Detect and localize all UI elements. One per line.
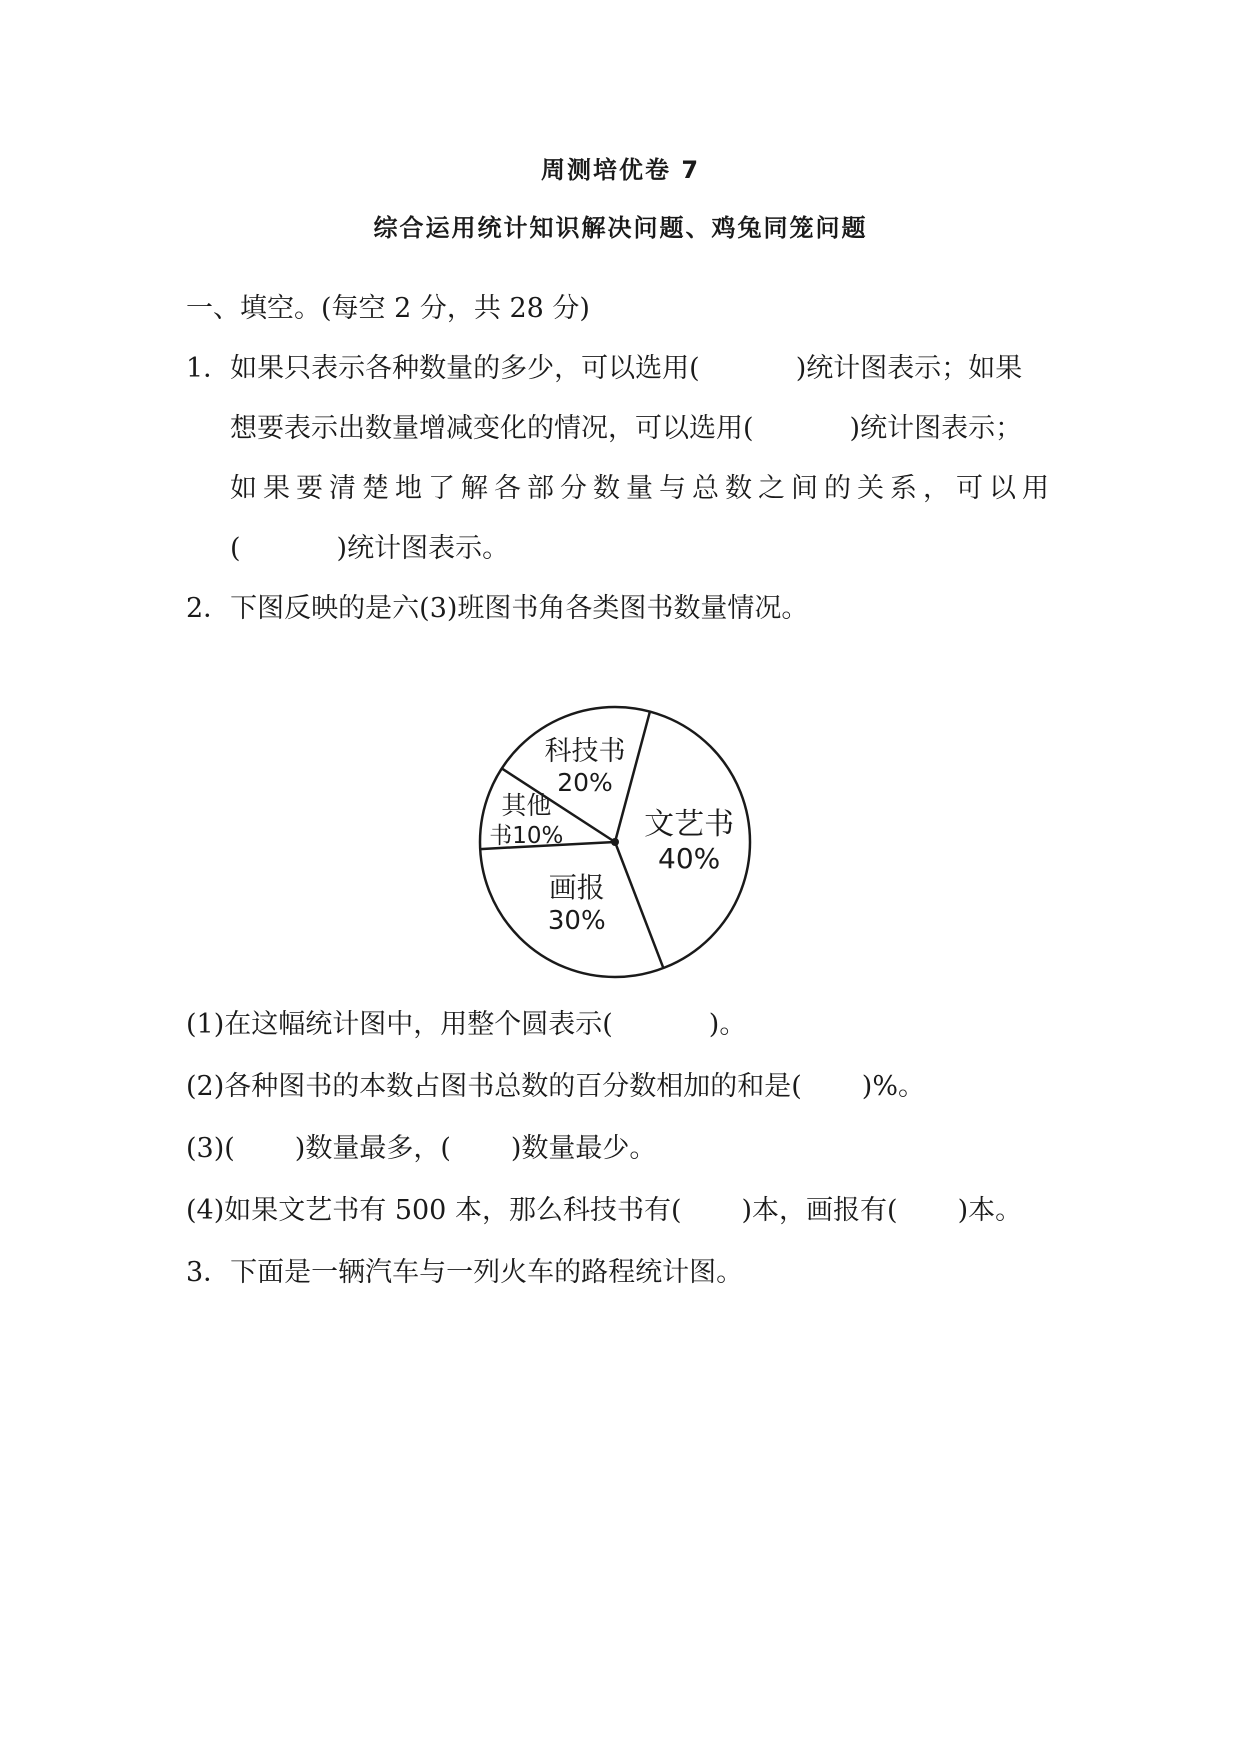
slice-qita-percent-label: 书10% bbox=[489, 823, 564, 850]
q2-sub-3-text-a: (3)( bbox=[186, 1133, 235, 1164]
q2-sub-2-text-a: (2)各种图书的本数占图书总数的百分数相加的和是( bbox=[186, 1071, 802, 1102]
q2-sub-2 bbox=[186, 1070, 925, 1104]
slice-wenyi-percent-label: 40% bbox=[658, 842, 721, 876]
q2-sub-4-text-a: (4)如果文艺书有 500 本，那么科技书有( bbox=[186, 1195, 682, 1226]
q1-line-2 bbox=[230, 412, 1022, 446]
slice-huabao-percent-label: 30% bbox=[547, 905, 606, 936]
pie-center-dot bbox=[611, 838, 619, 846]
q2-intro: 2．下图反映的是六(3)班图书角各类图书数量情况。 bbox=[186, 593, 809, 624]
slice-keji-percent-label: 20% bbox=[557, 767, 613, 797]
q1-line-4-text-a: ( bbox=[230, 533, 241, 564]
section-heading: 一、填空。(每空 2 分，共 28 分) bbox=[186, 293, 590, 324]
q2-sub-1-text-b: )。 bbox=[708, 1009, 747, 1040]
q2-sub-3 bbox=[186, 1132, 656, 1166]
q3-intro: 3．下面是一辆汽车与一列火车的路程统计图。 bbox=[186, 1257, 744, 1288]
q2-sub-1 bbox=[186, 1008, 746, 1042]
q1-line-2-text-b: )统计图表示； bbox=[849, 413, 1023, 444]
slice-keji-label: 科技书 bbox=[544, 735, 626, 767]
q2-sub-3-text-c: )数量最少。 bbox=[510, 1133, 657, 1164]
q2-sub-4-text-c: )本。 bbox=[957, 1195, 1023, 1226]
q2-sub-4-text-b: )本，画报有( bbox=[741, 1195, 898, 1226]
slice-huabao-divider bbox=[615, 842, 663, 968]
page-title: 周测培优卷 7 bbox=[540, 156, 701, 184]
q2-sub-1-text-a: (1)在这幅统计图中，用整个圆表示( bbox=[186, 1009, 613, 1040]
pie-chart bbox=[470, 697, 760, 987]
q2-sub-4 bbox=[186, 1194, 1022, 1228]
q1-line-1 bbox=[186, 352, 1022, 386]
q1-line-4-text-b: )统计图表示。 bbox=[336, 533, 510, 564]
q2-sub-3-text-b: )数量最多，( bbox=[294, 1133, 451, 1164]
q1-line-2-text-a: 想要表示出数量增减变化的情况，可以选用( bbox=[230, 413, 754, 444]
slice-qita-label: 其他 bbox=[501, 791, 552, 821]
q2-sub-2-text-b: )%。 bbox=[861, 1071, 925, 1102]
q1-line-3: 如果要清楚地了解各部分数量与总数之间的关系，可以用 bbox=[230, 473, 1055, 504]
q1-line-1-text-b: )统计图表示；如果 bbox=[795, 353, 1023, 384]
page-subtitle: 综合运用统计知识解决问题、鸡兔同笼问题 bbox=[373, 214, 868, 242]
q1-line-1-text-a: 1．如果只表示各种数量的多少，可以选用( bbox=[186, 353, 700, 384]
slice-huabao-label: 画报 bbox=[548, 870, 605, 904]
slice-wenyi-label: 文艺书 bbox=[644, 807, 735, 843]
q1-line-4 bbox=[230, 532, 509, 566]
